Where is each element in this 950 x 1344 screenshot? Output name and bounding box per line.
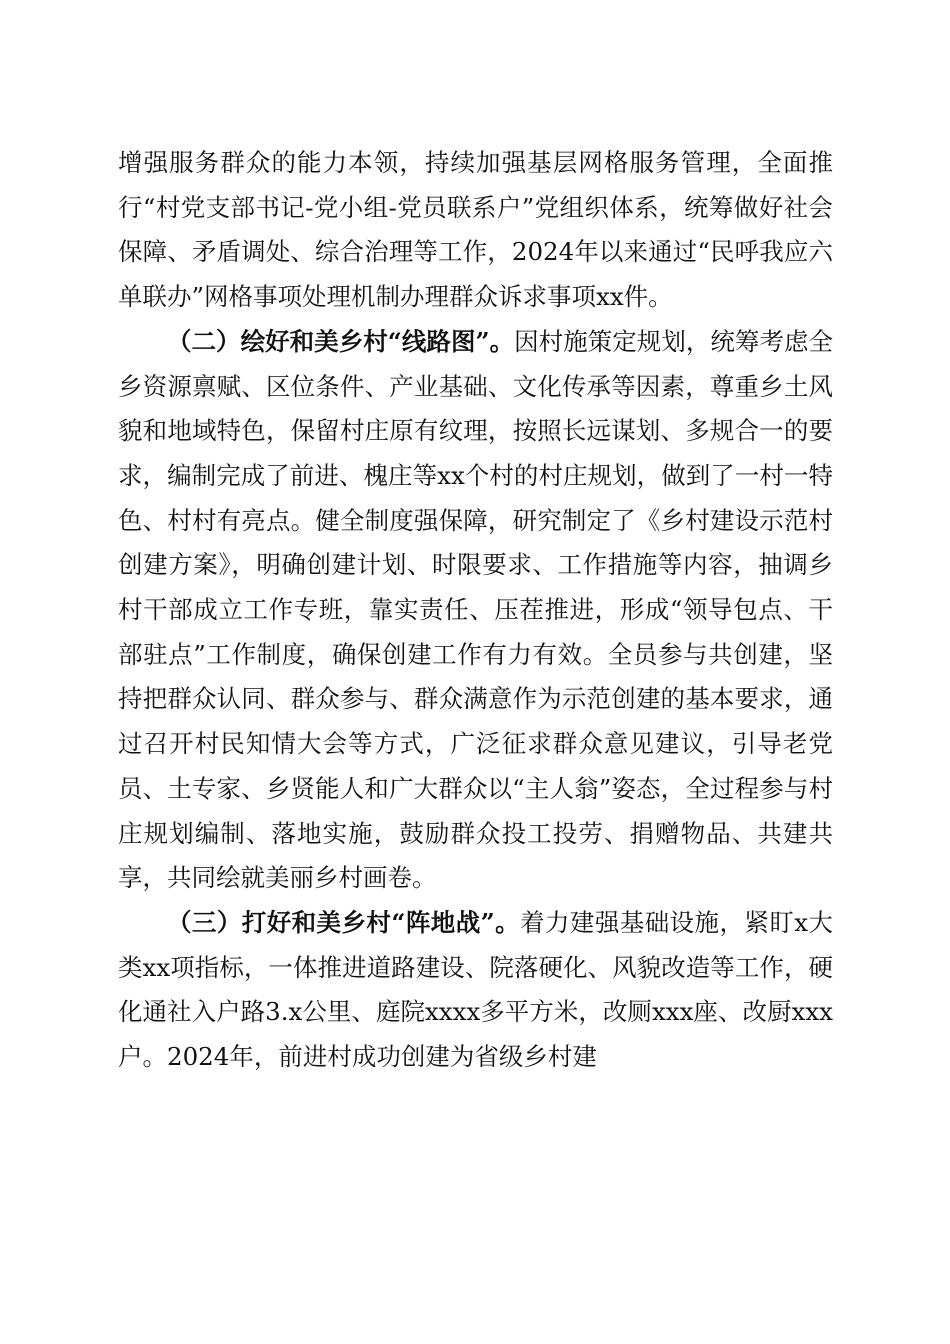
paragraph-text: 增强服务群众的能力本领，持续加强基层网格服务管理，全面推行“村党支部书记-党小组-党员联系户”党组织体系，统筹做好社会保障、矛盾调处、综合治理等工作，2024年以来通过“民呼我应六单联办”网格事项处理机制办理群众诉求事项xx件。 <box>118 148 833 312</box>
paragraph-section-2 <box>118 320 833 901</box>
paragraph-section-3 <box>118 901 833 1080</box>
paragraph-text: 着力建强基础设施，紧盯x大类xx项指标，一体推进道路建设、院落硬化、风貌改造等工作，硬化通社入户路3.x公里、庭院xxxx多平方米，改厕xxx座、改厨xxx户。2024年，前进村成功创建为省级乡村建 <box>118 907 833 1072</box>
paragraph-continued <box>118 141 833 320</box>
section-heading: （三）打好和美乡村“阵地战”。 <box>167 907 521 937</box>
document-body <box>118 141 833 1080</box>
section-heading: （二）绘好和美乡村“线路图”。 <box>167 326 515 356</box>
paragraph-text: 因村施策定规划，统筹考虑全乡资源禀赋、区位条件、产业基础、文化传承等因素，尊重乡土风貌和地域特色，保留村庄原有纹理，按照长远谋划、多规合一的要求，编制完成了前进、槐庄等xx个村的村庄规划，做到了一村一特色、村村有亮点。健全制度强保障，研究制定了《乡村建设示范村创建方案》，明确创建计划、时限要求、工作措施等内容，抽调乡村干部成立工作专班，靠实责任、压茬推进，形成“领导包点、干部驻点”工作制度，确保创建工作有力有效。全员参与共创建，坚持把群众认同、群众参与、群众满意作为示范创建的基本要求，通过召开村民知情大会等方式，广泛征求群众意见建议，引导老党员、土专家、乡贤能人和广大群众以“主人翁”姿态，全过程参与村庄规划编制、落地实施，鼓励群众投工投劳、捐赠物品、共建共享，共同绘就美丽乡村画卷。 <box>118 326 834 893</box>
